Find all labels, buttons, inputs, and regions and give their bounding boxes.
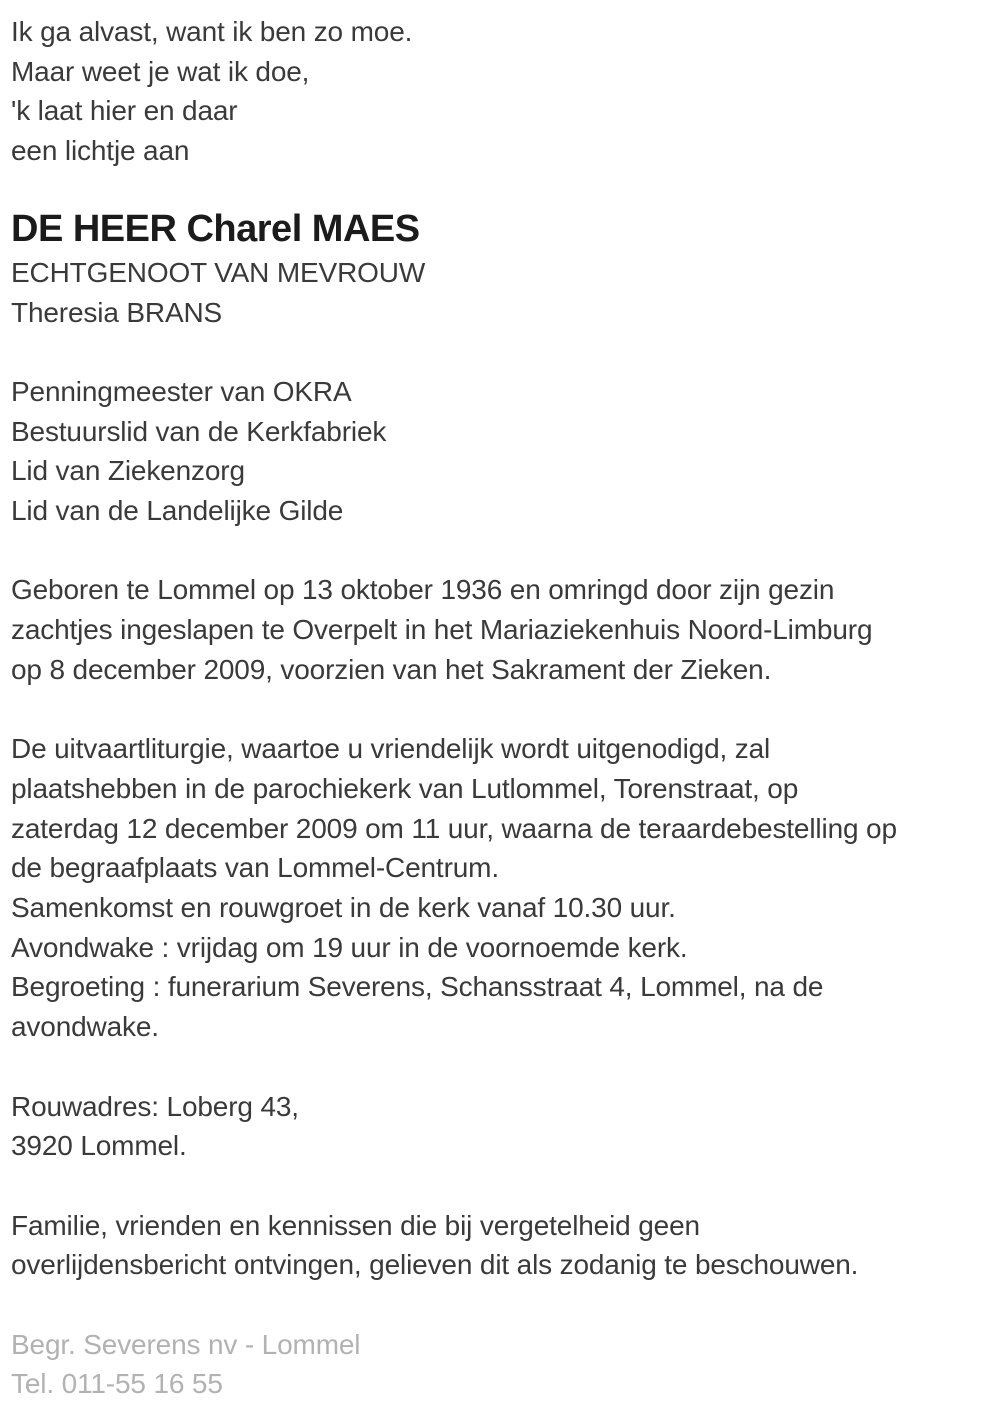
membership-item: Bestuurslid van de Kerkfabriek (11, 415, 387, 447)
funeral-home-footer (11, 1325, 1000, 1404)
membership-item: Lid van Ziekenzorg (11, 455, 245, 487)
greeting-line: avondwake. (11, 1011, 159, 1043)
funeral-paragraph (11, 729, 1000, 1047)
notice-paragraph (11, 1206, 1000, 1285)
funeral-paragraph-line: De uitvaartliturgie, waartoe u vriendelijk wordt uitgenodigd, zal (11, 733, 771, 765)
life-paragraph (11, 570, 1000, 689)
funeral-paragraph-line: zaterdag 12 december 2009 om 11 uur, waarna de teraardebestelling op (11, 812, 897, 844)
relation-line: ECHTGENOOT VAN MEVROUW (11, 256, 426, 288)
memberships-list (11, 372, 1000, 531)
membership-item: Penningmeester van OKRA (11, 375, 352, 407)
life-paragraph-line: zachtjes ingeslapen te Overpelt in het Mariaziekenhuis Noord-Limburg (11, 614, 873, 646)
poem (11, 12, 1000, 171)
poem-line: een lichtje aan (11, 135, 190, 167)
wake-line: Avondwake : vrijdag om 19 uur in de voornoemde kerk. (11, 931, 688, 963)
notice-line: overlijdensbericht ontvingen, gelieven dit als zodanig te beschouwen. (11, 1249, 859, 1281)
mourning-address-line: Rouwadres: Loberg 43, (11, 1090, 299, 1122)
poem-line: Ik ga alvast, want ik ben zo moe. (11, 16, 413, 47)
mourning-address (11, 1087, 1000, 1166)
life-paragraph-line: Geboren te Lommel op 13 oktober 1936 en omringd door zijn gezin (11, 574, 835, 606)
funeral-paragraph-line: de begraafplaats van Lommel-Centrum. (11, 852, 499, 884)
life-paragraph-line: op 8 december 2009, voorzien van het Sakrament der Zieken. (11, 653, 772, 685)
funeral-home-phone: Tel. 011-55 16 55 (11, 1368, 223, 1400)
poem-line: 'k laat hier en daar (11, 95, 238, 127)
notice-line: Familie, vrienden en kennissen die bij vergetelheid geen (11, 1209, 700, 1241)
greeting-line: Begroeting : funerarium Severens, Schansstraat 4, Lommel, na de (11, 971, 824, 1003)
deceased-name-heading: DE HEER Charel MAES (11, 207, 420, 250)
poem-line: Maar weet je wat ik doe, (11, 55, 310, 87)
funeral-paragraph-line: plaatshebben in de parochiekerk van Lutlommel, Torenstraat, op (11, 772, 799, 804)
membership-item: Lid van de Landelijke Gilde (11, 495, 344, 527)
funeral-home-name: Begr. Severens nv - Lommel (11, 1328, 361, 1360)
spouse-name: Theresia BRANS (11, 296, 223, 328)
mourning-address-line: 3920 Lommel. (11, 1130, 187, 1162)
gathering-line: Samenkomst en rouwgroet in de kerk vanaf 10.30 uur. (11, 892, 676, 924)
